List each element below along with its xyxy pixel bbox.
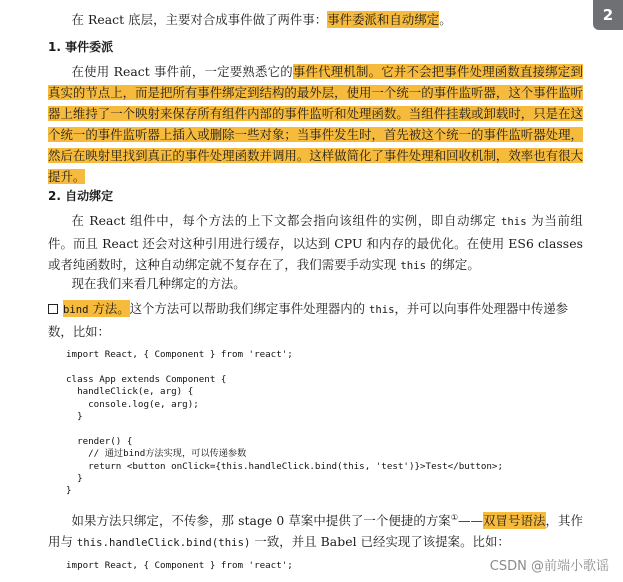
section2-paragraph3	[48, 510, 583, 554]
bullet-code-this: this	[369, 304, 395, 316]
code-line: class App extends Component {	[66, 373, 227, 385]
p3-text-b: ，其作用与	[48, 513, 583, 549]
section2-heading: 2. 自动绑定	[48, 189, 114, 203]
section2-paragraph2: 现在我们来看几种绑定的方法。	[71, 276, 246, 291]
page-number-badge: 2	[593, 0, 623, 30]
section1-highlight: 事件代理机制。它并不会把事件处理函数直接绑定到真实的节点上，而是把所有事件绑定到结构的最外层，使用一个统一的事件监听器，这个事件监听器上维持了一个映射来保存所有组件内部的事件监听和处理函数。当组件挂载或卸载时，只是在这个统一的事件监听器上插入或删除一些对象；当事件发生时，首先被这个统一的事件监听器处理，然后在映射里找到真正的事件处理函数并调用。这样做简化了事件处理和回收机制，效率也有很大提升。	[48, 64, 583, 184]
bullet-text-b: ，并可以向事件处理器中传递参数，比如：	[48, 301, 568, 339]
intro-paragraph	[48, 9, 583, 30]
p1-code-this-2: this	[400, 260, 427, 272]
bullet-text-a: 这个方法可以帮助我们绑定事件处理器内的	[129, 301, 370, 316]
watermark: CSDN @前端小歌谣	[489, 559, 609, 574]
code-line: }	[66, 473, 83, 485]
p3-code: this.handleClick.bind(this)	[76, 537, 251, 549]
section1-text: 在使用 React 事件前，一定要熟悉它的	[71, 64, 293, 79]
footnote-marker: ①	[450, 512, 459, 522]
code-block-bind	[66, 349, 586, 498]
bullet-highlight	[63, 300, 130, 317]
p1-text-b: 为当前组件。而且 React 还会对这种引用进行缓存，以达到 CPU 和内存的最优化。在使用 ES6 classes 或者纯函数时，这种自动绑定就不复存在了，我们需要手动实现	[48, 213, 583, 272]
section2-paragraph1	[48, 210, 583, 277]
code-line: // 通过bind方法实现，可以传递参数	[66, 448, 247, 460]
code-line: console.log(e, arg);	[66, 398, 199, 410]
code-line: import React, { Component } from 'react';	[66, 560, 293, 571]
code-line: import React, { Component } from 'react';	[66, 349, 293, 360]
section1-heading: 1. 事件委派	[48, 40, 114, 54]
p3-dash: ——	[458, 513, 483, 528]
intro-text: 在 React 底层，主要对合成事件做了两件事：	[71, 12, 328, 27]
p3-highlight: 双冒号语法	[482, 513, 546, 528]
code-line: render() {	[66, 435, 133, 447]
code-line: }	[66, 485, 72, 497]
bullet-bind-code: bind	[63, 304, 89, 316]
p3-text-c: 一致，并且 Babel 已经实现了该提案。比如：	[250, 534, 510, 549]
p1-code-this-1: this	[500, 216, 527, 228]
code-line: handleClick(e, arg) {	[66, 386, 194, 398]
bullet-method-label: 方法。	[88, 301, 130, 316]
code-line: return <button onClick={this.handleClick.bind(this, 'test')}>Test</button>;	[66, 460, 503, 472]
p1-text-a: 在 React 组件中，每个方法的上下文都会指向该组件的实例，即自动绑定	[71, 213, 501, 228]
bullet-item-bind	[48, 298, 583, 342]
section1-paragraph	[48, 61, 583, 187]
intro-highlight: 事件委派和自动绑定	[327, 12, 440, 27]
intro-end: 。	[439, 12, 452, 27]
code-line: }	[66, 411, 83, 423]
p1-text-c: 的绑定。	[426, 257, 480, 272]
p3-text-a: 如果方法只绑定，不传参，那 stage 0 草案中提供了一个便捷的方案	[71, 513, 451, 528]
checkbox-bullet-icon	[48, 304, 58, 314]
